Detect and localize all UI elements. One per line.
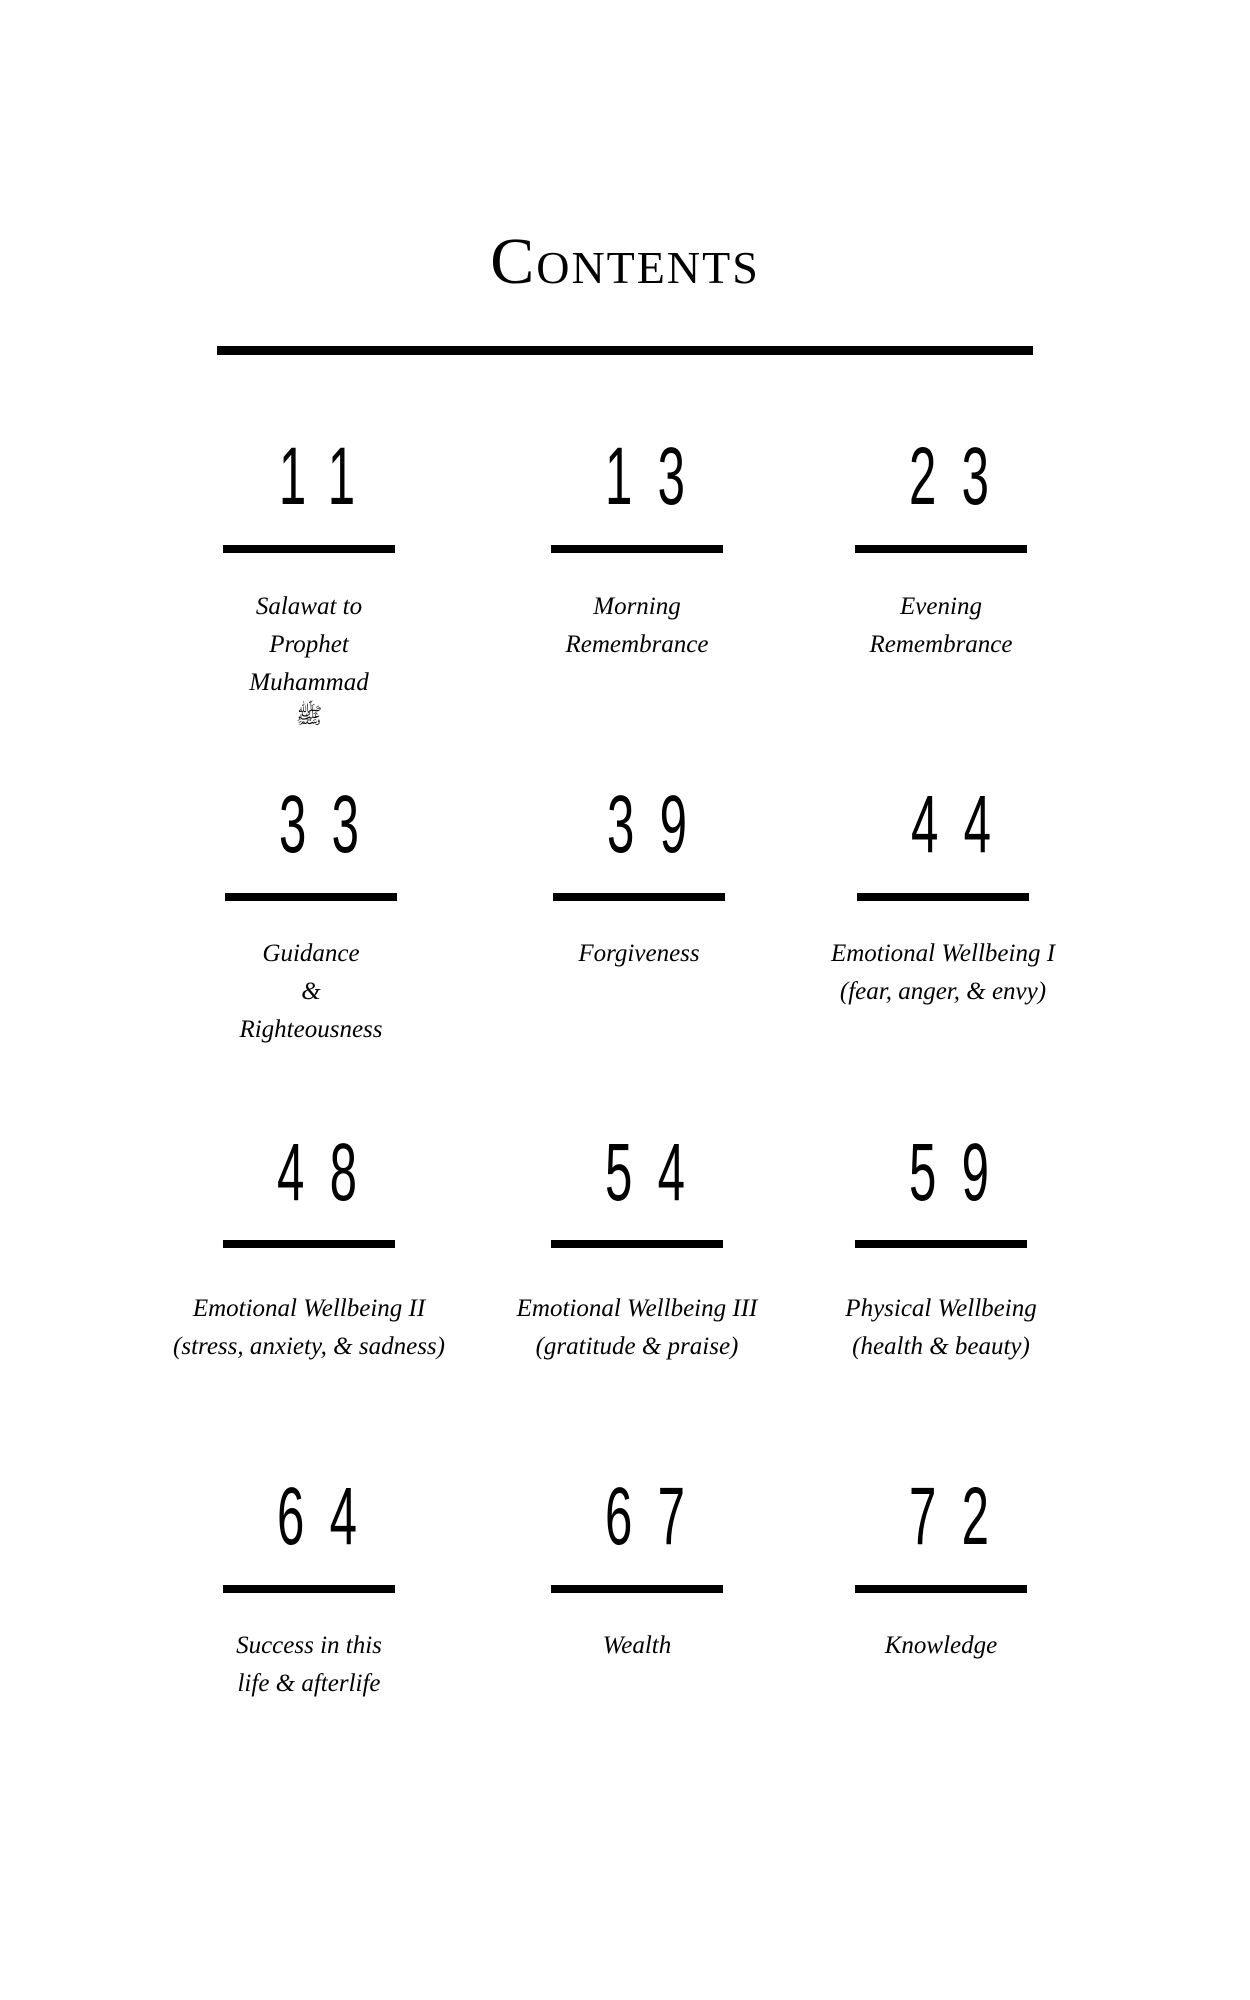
entry-divider bbox=[855, 545, 1027, 553]
entry-title: Emotional Wellbeing II (stress, anxiety, & sadness) bbox=[173, 1295, 445, 1360]
page-title: Contents bbox=[490, 225, 760, 298]
page-number: 72 bbox=[909, 1471, 1015, 1562]
page-number: 59 bbox=[909, 1127, 1015, 1218]
entry-divider bbox=[551, 1240, 723, 1248]
page-number: 13 bbox=[605, 431, 711, 522]
page-number: 67 bbox=[605, 1471, 711, 1562]
page-number: 39 bbox=[607, 779, 713, 870]
entry-divider bbox=[223, 545, 395, 553]
salawat-honorific-icon: ﷺ bbox=[295, 704, 323, 729]
entry-title: Morning Remembrance bbox=[565, 593, 709, 658]
entry-divider bbox=[857, 893, 1029, 901]
page-number: 23 bbox=[909, 431, 1015, 522]
page-number: 54 bbox=[605, 1127, 711, 1218]
entry-divider bbox=[223, 1585, 395, 1593]
page-number: 33 bbox=[279, 779, 385, 870]
entry-divider bbox=[553, 893, 725, 901]
entry-title: Success in this life & afterlife bbox=[236, 1632, 382, 1697]
entry-divider bbox=[855, 1240, 1027, 1248]
entry-title: Physical Wellbeing (health & beauty) bbox=[845, 1295, 1037, 1360]
entry-divider bbox=[551, 545, 723, 553]
page-number: 44 bbox=[911, 779, 1017, 870]
entry-title: Knowledge bbox=[884, 1632, 998, 1659]
page-number: 48 bbox=[277, 1127, 383, 1218]
page-number: 11 bbox=[279, 431, 381, 522]
entry-divider bbox=[551, 1585, 723, 1593]
entry-title: Wealth bbox=[602, 1632, 672, 1659]
title-divider bbox=[217, 346, 1033, 355]
entry-title: Emotional Wellbeing I (fear, anger, & envy) bbox=[830, 940, 1056, 1005]
entry-divider bbox=[225, 893, 397, 901]
entry-title: Guidance & Righteousness bbox=[239, 940, 383, 1043]
entry-title: Forgiveness bbox=[578, 940, 700, 967]
entry-title: Emotional Wellbeing III (gratitude & praise) bbox=[516, 1295, 758, 1360]
entry-title: Evening Remembrance bbox=[869, 593, 1013, 658]
entry-divider bbox=[223, 1240, 395, 1248]
entry-title: Salawat to Prophet Muhammad ﷺ bbox=[139, 588, 479, 732]
page-number: 64 bbox=[277, 1471, 383, 1562]
entry-divider bbox=[855, 1585, 1027, 1593]
